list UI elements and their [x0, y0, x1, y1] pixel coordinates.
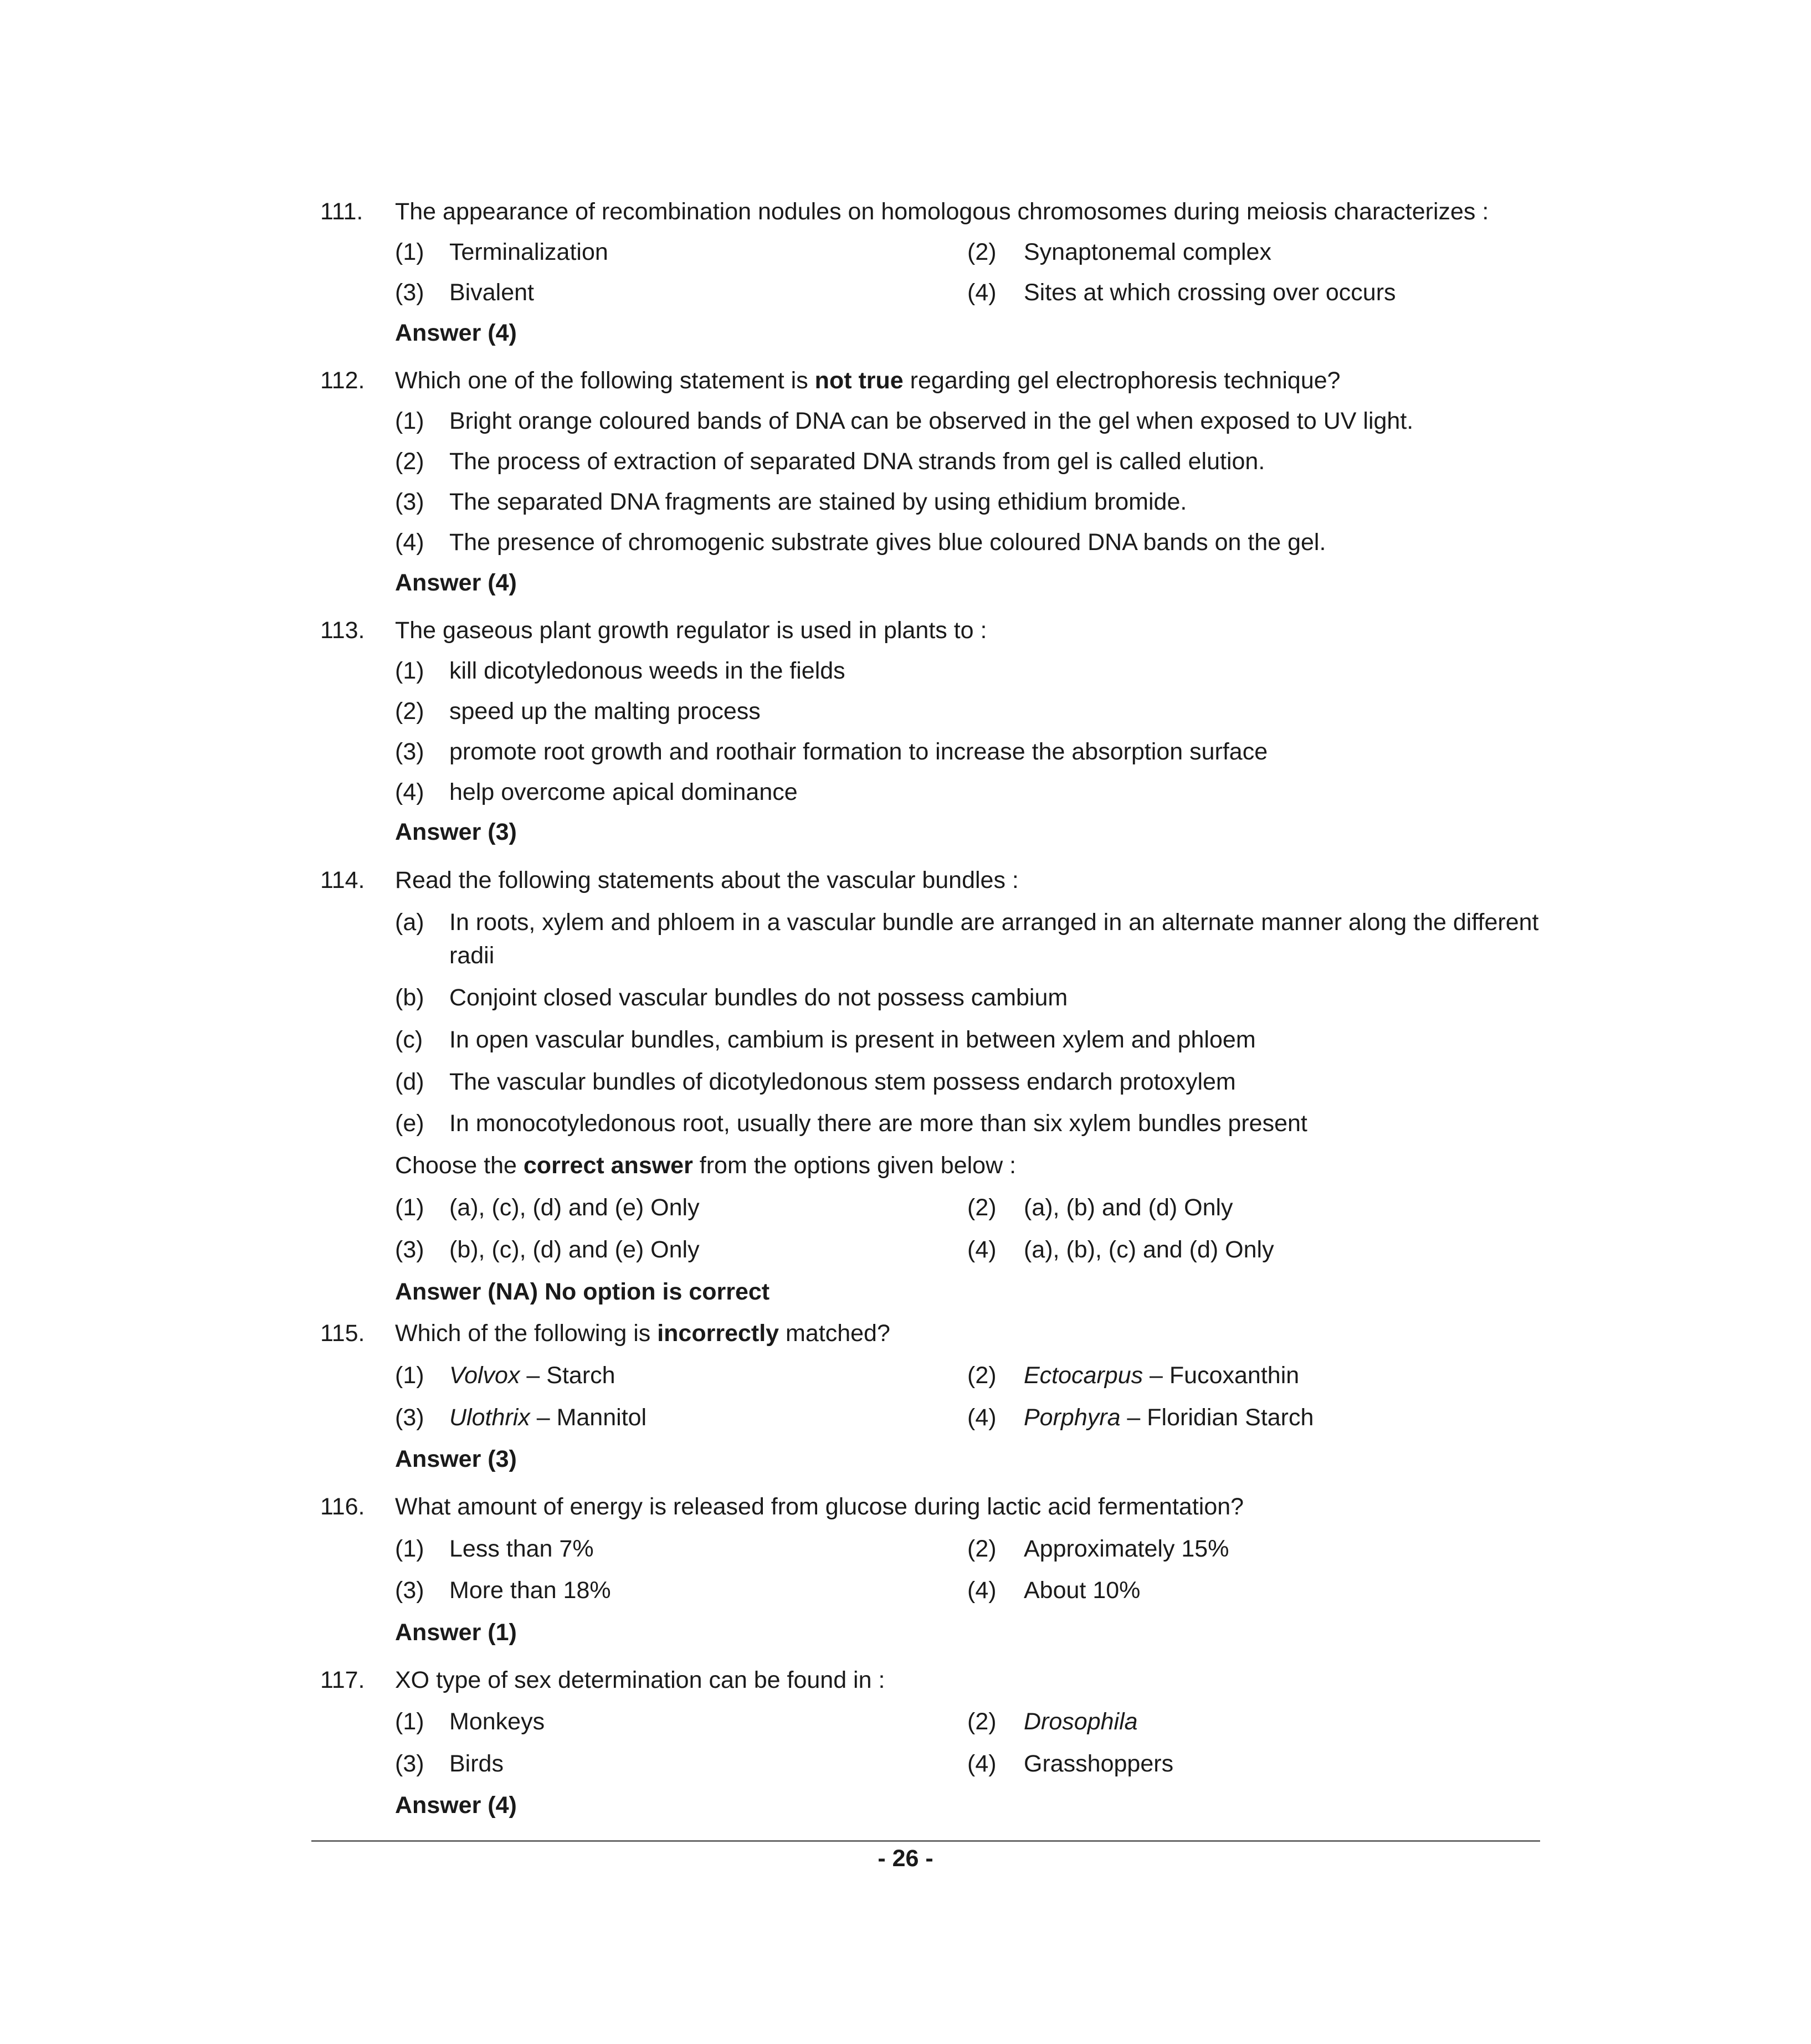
- option-label: (4): [395, 529, 424, 556]
- option-text: (a), (c), (d) and (e) Only: [449, 1194, 700, 1221]
- option-text: Monkeys: [449, 1708, 545, 1735]
- answer-text: Answer (3): [395, 1446, 517, 1472]
- option-text: speed up the malting process: [449, 698, 761, 725]
- question-number: 115.: [320, 1320, 365, 1347]
- option-label: (3): [395, 489, 424, 515]
- option-text: About 10%: [1024, 1577, 1141, 1604]
- emphasis-text: incorrectly: [657, 1320, 779, 1347]
- option-label: (1): [395, 408, 424, 434]
- statement-text: The vascular bundles of dicotyledonous stem possess endarch protoxylem: [449, 1069, 1236, 1095]
- statement-label: (a): [395, 909, 424, 936]
- option-label: (1): [395, 1362, 424, 1389]
- question-text: Which one of the following statement is not true regarding gel electrophoresis technique?: [395, 367, 1341, 394]
- option-text: Less than 7%: [449, 1535, 594, 1562]
- answer-text: Answer (1): [395, 1619, 517, 1646]
- option-label: (3): [395, 1577, 424, 1604]
- option-label: (2): [967, 1194, 997, 1221]
- option-label: (3): [395, 1404, 424, 1431]
- option-label: (2): [967, 1362, 997, 1389]
- option-label: (3): [395, 1236, 424, 1263]
- option-label: (2): [395, 448, 424, 475]
- option-text: kill dicotyledonous weeds in the fields: [449, 658, 845, 684]
- footer-divider: [311, 1840, 1540, 1842]
- option-text: More than 18%: [449, 1577, 611, 1604]
- option-label: (4): [395, 779, 424, 805]
- option-label: (2): [967, 1535, 997, 1562]
- option-label: (4): [967, 1404, 997, 1431]
- option-label: (4): [967, 279, 997, 306]
- option-text: Terminalization: [449, 239, 608, 265]
- option-label: (1): [395, 1535, 424, 1562]
- instruction-text: Choose the correct answer from the options given below :: [395, 1152, 1017, 1179]
- statement-label: (d): [395, 1069, 424, 1095]
- statement-text: In roots, xylem and phloem in a vascular bundle are arranged in an alternate manner along the different: [449, 909, 1539, 936]
- option-label: (3): [395, 738, 424, 765]
- question-text: XO type of sex determination can be found in :: [395, 1667, 885, 1693]
- option-text: The presence of chromogenic substrate gives blue coloured DNA bands on the gel.: [449, 529, 1326, 556]
- answer-text: Answer (4): [395, 320, 517, 346]
- question-number: 112.: [320, 367, 365, 394]
- statement-label: (c): [395, 1026, 423, 1053]
- question-number: 116.: [320, 1493, 365, 1520]
- option-text: Birds: [449, 1750, 504, 1777]
- statement-label: (b): [395, 984, 424, 1011]
- question-number: 114.: [320, 867, 365, 893]
- option-text: (b), (c), (d) and (e) Only: [449, 1236, 700, 1263]
- question-text: The appearance of recombination nodules on homologous chromosomes during meiosis characterizes :: [395, 198, 1489, 225]
- answer-text: Answer (3): [395, 819, 517, 845]
- option-label: (2): [395, 698, 424, 725]
- option-label: (4): [967, 1236, 997, 1263]
- option-label: (3): [395, 279, 424, 306]
- option-text: (a), (b) and (d) Only: [1024, 1194, 1233, 1221]
- question-number: 113.: [320, 617, 365, 644]
- option-text: The process of extraction of separated DNA strands from gel is called elution.: [449, 448, 1265, 475]
- option-text: Volvox – Starch: [449, 1362, 615, 1389]
- option-text: (a), (b), (c) and (d) Only: [1024, 1236, 1274, 1263]
- option-text: Bivalent: [449, 279, 534, 306]
- option-text: help overcome apical dominance: [449, 779, 798, 805]
- option-label: (3): [395, 1750, 424, 1777]
- option-text: Sites at which crossing over occurs: [1024, 279, 1396, 306]
- option-text: promote root growth and roothair formation to increase the absorption surface: [449, 738, 1268, 765]
- question-number: 111.: [320, 198, 363, 225]
- question-number: 117.: [320, 1667, 365, 1693]
- question-text: Which of the following is incorrectly matched?: [395, 1320, 890, 1347]
- option-text: Approximately 15%: [1024, 1535, 1229, 1562]
- option-label: (1): [395, 1708, 424, 1735]
- option-text: Grasshoppers: [1024, 1750, 1174, 1777]
- question-text: What amount of energy is released from glucose during lactic acid fermentation?: [395, 1493, 1244, 1520]
- option-label: (2): [967, 1708, 997, 1735]
- option-text: Porphyra – Floridian Starch: [1024, 1404, 1314, 1431]
- option-label: (4): [967, 1750, 997, 1777]
- option-label: (1): [395, 658, 424, 684]
- option-text: Synaptonemal complex: [1024, 239, 1271, 265]
- statement-label: (e): [395, 1110, 424, 1137]
- option-text: The separated DNA fragments are stained by using ethidium bromide.: [449, 489, 1187, 515]
- answer-text: Answer (4): [395, 569, 517, 596]
- question-text: Read the following statements about the vascular bundles :: [395, 867, 1019, 893]
- option-label: (1): [395, 239, 424, 265]
- emphasis-text: correct answer: [523, 1152, 693, 1179]
- statement-text-continued: radii: [449, 942, 495, 969]
- statement-text: In open vascular bundles, cambium is present in between xylem and phloem: [449, 1026, 1256, 1053]
- page-number: - 26 -: [878, 1845, 933, 1872]
- option-label: (1): [395, 1194, 424, 1221]
- option-text: Drosophila: [1024, 1708, 1138, 1735]
- emphasis-text: not true: [814, 367, 904, 394]
- option-text: Bright orange coloured bands of DNA can be observed in the gel when exposed to UV light.: [449, 408, 1414, 434]
- question-text: The gaseous plant growth regulator is used in plants to :: [395, 617, 987, 644]
- statement-text: In monocotyledonous root, usually there are more than six xylem bundles present: [449, 1110, 1307, 1137]
- answer-text: Answer (NA) No option is correct: [395, 1278, 770, 1305]
- option-label: (4): [967, 1577, 997, 1604]
- option-text: Ulothrix – Mannitol: [449, 1404, 647, 1431]
- option-label: (2): [967, 239, 997, 265]
- option-text: Ectocarpus – Fucoxanthin: [1024, 1362, 1300, 1389]
- answer-text: Answer (4): [395, 1792, 517, 1819]
- statement-text: Conjoint closed vascular bundles do not possess cambium: [449, 984, 1068, 1011]
